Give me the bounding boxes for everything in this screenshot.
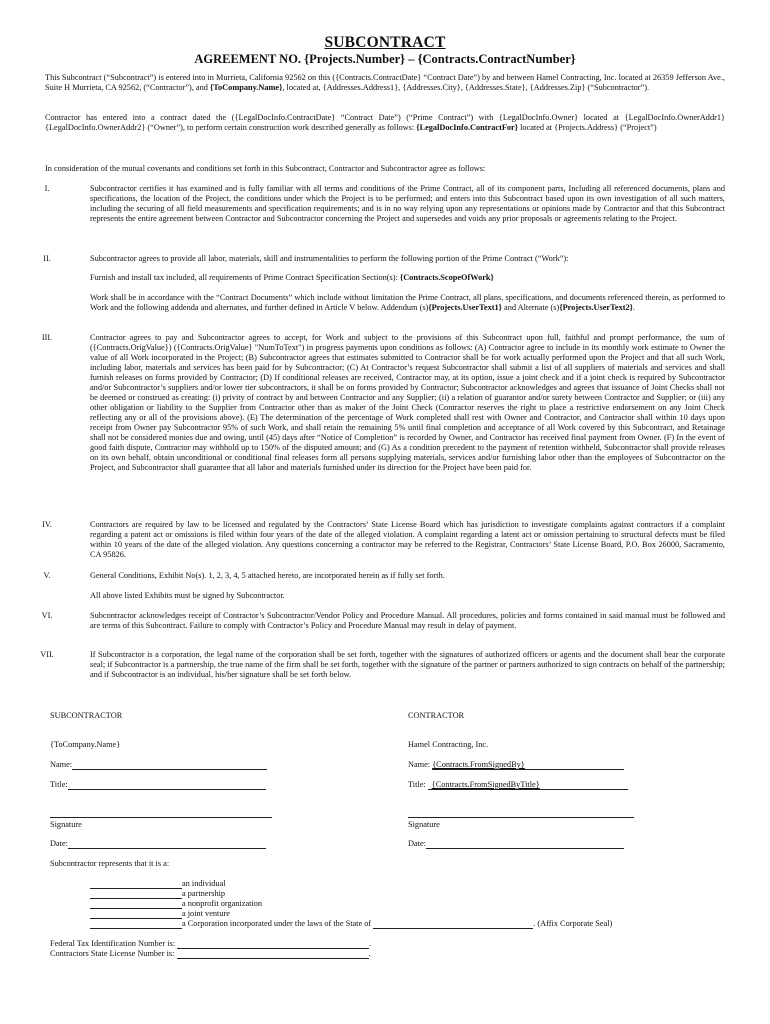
section-3-text: Contractor agrees to pay and Subcontractor agrees to accept, for Work and subject to the provisions of this Subcontract upon full, faithful and prompt performance, the sum of ({Contracts.OrigValue}) ({Contracts.OrigValue} "NumToText") in progress payments upon conditions as follows: (A) Contractor agree to include in its monthly work estimate to Owner the value of all Work incorporated in the Project; (B) Subcontractor agrees that estimates submitted to Contractor shall be for work actually performed upon the Project and that all such Work, including labor, materials and services has been paid for by Subcontractor; (C) At Contractor’s request Subcontractor shall submit a list of all suppliers of materials and services and shall furnish releases on forms provided by Contractor; (D) If conditional releases are received, Contractor may, at its option, issue a joint check and if a joint check is required by Subcontractor and/or Subcontractor’s suppliers and/or lower tier subcontractors, it shall be on forms provided by Contractor; Subcontractor acknowledges and agrees that issuance of Joint Checks shall not be deemed or construed as creating: (i) privity of contract by and between Contractor and any Supplier; (ii) a relation of guarantor and/or surety between Contractor and Supplier; or (iii) any other obligation or liability to the Supplier from Contractor other than as maker of the Joint Check (Contractor reserves the right to place a restrictive endorsement on any Joint Check reflecting any or all of the provisions above). (E) The determination of the percentage of Work completed shall rest with Owner and Contractor, and Contractor shall within 10 days upon receipt from Owner pay Subcontractor 95% of such Work, and shall retain the remaining 5% until final completion and acceptance of all Work covered by this Subcontract, and Retainage shall not be considered monies due and owing, until (45) days after “Notice of Completion” is recorded by Owner, and Contractor has received final payment from Owner. (F) In the event of good faith dispute, Contractor may withhold up to 150% of the disputed amount; and (G) As a condition precedent to the payment of retention withheld, Subcontractor shall provide releases on its own behalf, obtain unconditional or conditional final releases form all persons supplying materials, services and/or furnishing labor other than the employees of Subcontractor on the Project, and Subcontractor shall guarantee that all labor and materials furnished under its direction for the Project have been paid for. bbox=[90, 333, 725, 472]
section-4-number: IV. bbox=[42, 520, 52, 529]
subcontractor-date-field[interactable] bbox=[50, 839, 266, 849]
option-nonprofit[interactable]: a nonprofit organization bbox=[90, 899, 262, 909]
subcontractor-name-field[interactable] bbox=[50, 760, 267, 770]
section-5-text: General Conditions, Exhibit No(s). 1, 2, 3, 4, 5 attached hereto, are incorporated herein as if fully set forth. bbox=[90, 571, 445, 580]
contractor-name-field[interactable] bbox=[408, 760, 624, 770]
section-2-work: Work shall be in accordance with the “Contract Documents” which include without limitation the Prime Contract, all plans, specifications, and documents referenced therein, as performed to Work and the following addenda and alternates, and further defined in Article V below. Addendum (s){Projects.UserText1} and Alternate (s){Projects.UserText2}. bbox=[90, 293, 725, 312]
intro-paragraph: This Subcontract (“Subcontract”) is entered into in Murrieta, California 92562 on this ({Contracts.ContractDate} “Contract Date”) by and between Hamel Contracting, Inc. located at 26359 Jefferson Ave., Suite H Murrieta, CA 92562, (“Contractor”), and {ToCompany.Name}, located at, {Addresses.Address1}, {Addresses.City}, {Addresses.State}, {Addresses.Zip} (“Subcontractor”). bbox=[45, 73, 725, 92]
name-label: Name: bbox=[408, 760, 431, 769]
section-7-number: VII. bbox=[40, 650, 54, 659]
section-5-number: V. bbox=[43, 571, 51, 580]
section-1-number: I. bbox=[44, 184, 50, 193]
agreement-number: AGREEMENT NO. {Projects.Number} – {Contracts.ContractNumber} bbox=[194, 52, 576, 66]
section-1-text: Subcontractor certifies it has examined and is fully familiar with all terms and conditions of the Prime Contract, all of its component parts, Including all referenced documents, plans and specifications, the location of the Project, the conditions under which the Project is to be performed; and enters into this Subcontract based upon its own investigation of all such matters, including the securing of all field measurements and specification requirements; and is in no way relying upon any representations or opinions made by Contractor and that this Subcontract represents the entire agreement between Contractor and Subcontractor concerning the Project and supersedes and voids any prior proposals or agreements relating to the Project. bbox=[90, 184, 725, 223]
represents-heading: Subcontractor represents that it is a: bbox=[50, 859, 170, 868]
date-label: Date: bbox=[408, 839, 426, 848]
subcontractor-signature-line[interactable] bbox=[50, 817, 272, 818]
subcontractor-company: {ToCompany.Name} bbox=[50, 740, 121, 749]
contractor-title-field[interactable] bbox=[408, 780, 628, 790]
option-individual[interactable]: an individual bbox=[90, 879, 226, 889]
title-label: Title: bbox=[408, 780, 426, 789]
date-label: Date: bbox=[50, 839, 68, 848]
section-7-text: If Subcontractor is a corporation, the legal name of the corporation shall be set forth, together with the signatures of authorized officers or agents and the document shall bear the corporate seal; if Subcontractor is a partnership, the true name of the firm shall be set forth, together with the signature of the partner or partners authorized to sign contracts on behalf of the partnership; and if Subcontractor is an individual, his/her signature shall be set forth below. bbox=[90, 650, 725, 679]
section-5-exhibits: All above listed Exhibits must be signed by Subcontractor. bbox=[90, 591, 285, 600]
section-6-text: Subcontractor acknowledges receipt of Contractor’s Subcontractor/Vendor Policy and Procedure Manual. All procedures, policies and forms contained in said manual must be followed and are terms of this Subcontract. Failure to comply with Contractor’s Policy and Procedure Manual may result in delay of payment. bbox=[90, 611, 725, 630]
contractor-company: Hamel Contracting, Inc. bbox=[408, 740, 489, 749]
name-label: Name: bbox=[50, 760, 73, 769]
option-partnership[interactable]: a partnership bbox=[90, 889, 225, 899]
consideration-paragraph: In consideration of the mutual covenants and conditions set forth in this Subcontract, Contractor and Subcontractor agree as follows: bbox=[45, 164, 486, 173]
section-2-scope: Furnish and install tax included, all requirements of Prime Contract Specification Section(s): {Contracts.ScopeOfWork} bbox=[90, 273, 494, 282]
subcontractor-signature-label: Signature bbox=[50, 820, 82, 829]
section-3-number: III. bbox=[41, 333, 53, 342]
section-2-text: Subcontractor agrees to provide all labor, materials, skill and instrumentalities to perform the following portion of the Prime Contract (“Work”): bbox=[90, 254, 569, 263]
option-corporation[interactable]: a Corporation incorporated under the laws of the State of . (Affix Corporate Seal) bbox=[90, 919, 612, 929]
prime-contract-paragraph: Contractor has entered into a contract dated the ({LegalDocInfo.ContractDate} “Contract Date”) (“Prime Contract”) with {LegalDocInfo.Owner} located at {LegalDocInfo.OwnerAddr1}{LegalDocInfo.OwnerAddr2} (“Owner”), to perform certain construction work described generally as follows: {LegalDocInfo.ContractFor} located at {Projects.Address} (“Project”) bbox=[45, 113, 725, 132]
contractor-signature-label: Signature bbox=[408, 820, 440, 829]
contractor-date-field[interactable] bbox=[408, 839, 624, 849]
federal-tax-id-field[interactable]: Federal Tax Identification Number is: . bbox=[50, 939, 372, 948]
section-6-number: VI. bbox=[41, 611, 53, 620]
contractor-signature-line[interactable] bbox=[408, 817, 634, 818]
contractor-heading: CONTRACTOR bbox=[408, 711, 465, 720]
contractor-signed-by: {Contracts.FromSignedBy} bbox=[432, 760, 525, 769]
option-joint-venture[interactable]: a joint venture bbox=[90, 909, 230, 919]
contractor-signed-by-title: {Contracts.FromSignedByTitle} bbox=[431, 780, 540, 789]
state-license-field[interactable]: Contractors State License Number is: . bbox=[50, 949, 371, 958]
subcontractor-heading: SUBCONTRACTOR bbox=[50, 711, 123, 720]
document-title: SUBCONTRACT bbox=[324, 34, 446, 51]
section-4-text: Contractors are required by law to be licensed and regulated by the Contractors’ State License Board which has jurisdiction to investigate complaints against contractors if a complaint regarding a patent act or omissions is filed within four years of the date of the alleged violation. A complaint regarding a latent act or omission pertaining to structural defects must be filed within 10 years of the date of the alleged violation. Any questions concerning a contractor may be referred to the Registrar, Contractors’ State License Board, P.O. Box 26000, Sacramento, CA 95826. bbox=[90, 520, 725, 559]
title-label: Title: bbox=[50, 780, 68, 789]
subcontractor-title-field[interactable] bbox=[50, 780, 266, 790]
section-2-number: II. bbox=[43, 254, 51, 263]
